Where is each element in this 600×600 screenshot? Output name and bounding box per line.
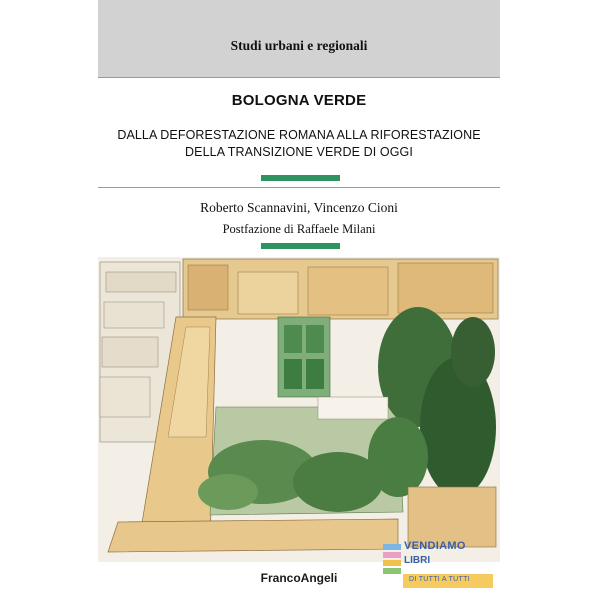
book-subtitle-line-1: DALLA DEFORESTAZIONE ROMANA ALLA RIFORESTAZIONE <box>117 128 481 142</box>
green-divider-top <box>261 175 340 181</box>
authors: Roberto Scannavini, Vincenzo Cioni <box>200 200 398 215</box>
cover-illustration <box>98 257 500 562</box>
watermark-line-1: VENDIAMO <box>404 540 466 552</box>
horizontal-rule <box>98 187 500 188</box>
book-subtitle-line-2: DELLA TRANSIZIONE VERDE DI OGGI <box>185 145 413 159</box>
book-cover <box>98 0 500 600</box>
watermark-line-2: LIBRI <box>404 555 431 566</box>
series-band <box>98 0 500 78</box>
green-divider-bottom <box>261 243 340 249</box>
watermark-line-3: DI TUTTI A TUTTI <box>409 576 470 583</box>
publisher-name: FrancoAngeli <box>260 571 338 585</box>
series-name: Studi urbani e regionali <box>230 38 368 53</box>
book-title: BOLOGNA VERDE <box>231 92 367 109</box>
watermark <box>381 536 496 590</box>
afterword-credit: Postfazione di Raffaele Milani <box>222 222 376 236</box>
